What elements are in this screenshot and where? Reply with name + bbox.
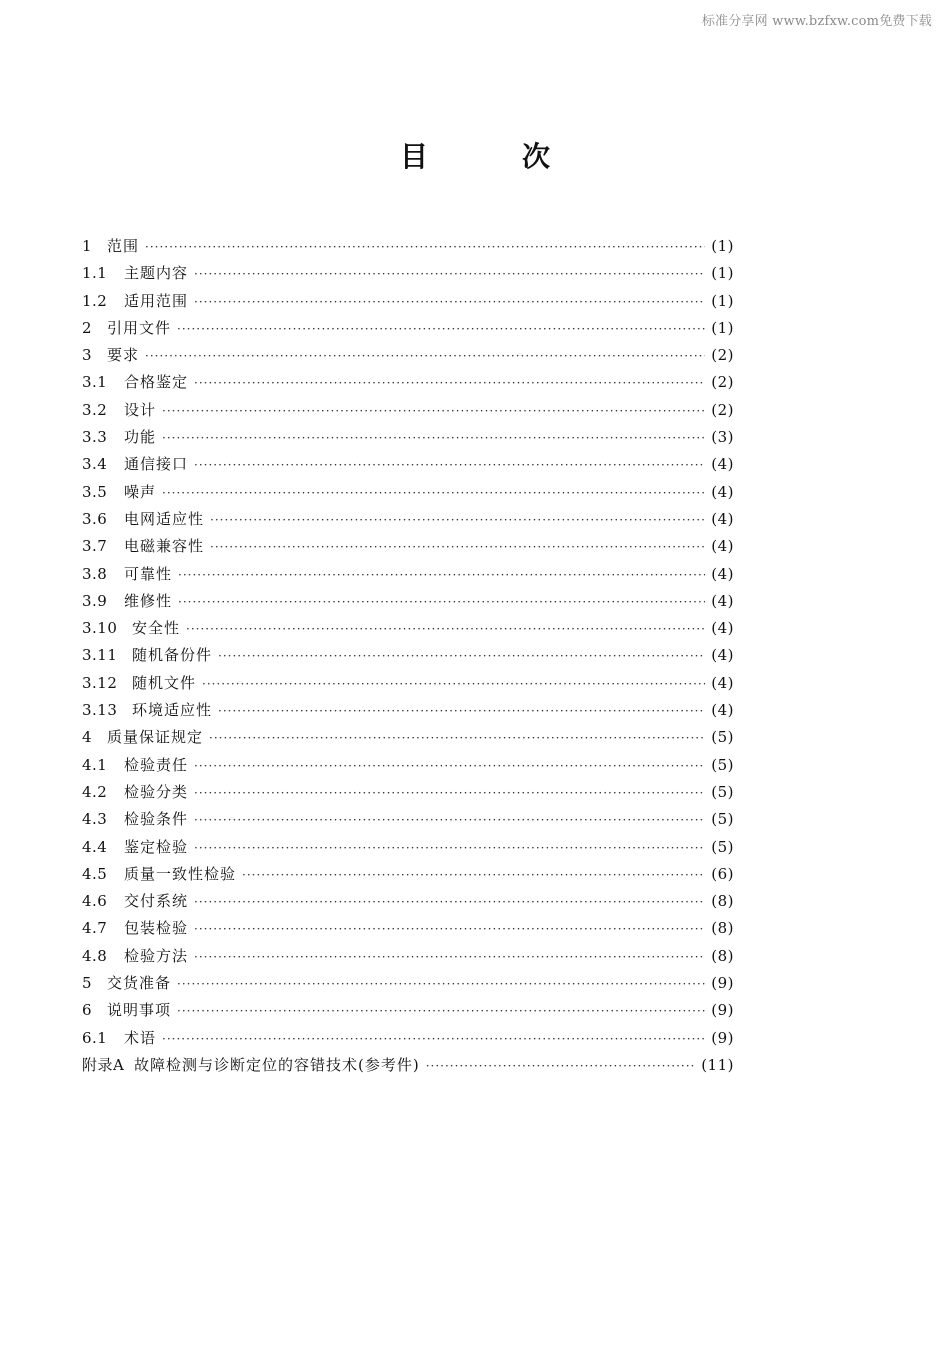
toc-entry-label: 随机文件 bbox=[132, 673, 197, 692]
toc-entry bbox=[82, 670, 734, 697]
toc-dot-leader bbox=[194, 889, 705, 916]
toc-entry bbox=[82, 861, 734, 888]
toc-entry-label: 检验方法 bbox=[124, 946, 189, 965]
toc-entry-number: 3.11 bbox=[82, 646, 118, 665]
toc-entry bbox=[82, 451, 734, 478]
toc-entry-label: 质量一致性检验 bbox=[124, 864, 237, 883]
toc-entry-page: (6) bbox=[711, 864, 734, 883]
toc-entry-label: 噪声 bbox=[124, 482, 157, 501]
toc-entry-number: 4.7 bbox=[82, 919, 108, 938]
toc-entry-page: (4) bbox=[711, 673, 734, 692]
toc-entry-number: 3.2 bbox=[82, 400, 108, 419]
toc-entry-page: (4) bbox=[711, 455, 734, 474]
toc-entry-page: (4) bbox=[711, 564, 734, 583]
toc-dot-leader bbox=[177, 971, 705, 998]
toc-entry-label: 故障检测与诊断定位的容错技术(参考件) bbox=[134, 1055, 420, 1074]
toc-entry-label: 电磁兼容性 bbox=[124, 537, 205, 556]
toc-dot-leader bbox=[426, 1053, 695, 1080]
toc-entry-number: 3.7 bbox=[82, 537, 108, 556]
toc-entry-label: 鉴定检验 bbox=[124, 837, 189, 856]
toc-entry-page: (4) bbox=[711, 591, 734, 610]
toc-entry bbox=[82, 561, 734, 588]
toc-entry-page: (11) bbox=[701, 1055, 734, 1074]
toc-entry-page: (9) bbox=[711, 974, 734, 993]
toc-entry-label: 适用范围 bbox=[124, 291, 189, 310]
page-title: 目次 bbox=[399, 140, 644, 173]
toc-dot-leader bbox=[178, 562, 705, 589]
toc-entry-label: 包装检验 bbox=[124, 919, 189, 938]
toc-entry bbox=[82, 615, 734, 642]
toc-dot-leader bbox=[210, 534, 705, 561]
toc-entry-page: (8) bbox=[711, 946, 734, 965]
toc-dot-leader bbox=[194, 944, 705, 971]
toc-entry-number: 2 bbox=[82, 318, 93, 337]
toc-entry bbox=[82, 970, 734, 997]
toc-entry bbox=[82, 342, 734, 369]
toc-entry-number: 3.5 bbox=[82, 482, 108, 501]
toc-entry-number: 1.2 bbox=[82, 291, 108, 310]
toc-entry-label: 交货准备 bbox=[107, 974, 172, 993]
toc-dot-leader bbox=[202, 671, 705, 698]
toc-entry-page: (4) bbox=[711, 619, 734, 638]
toc-dot-leader bbox=[162, 480, 705, 507]
toc-entry-page: (2) bbox=[711, 346, 734, 365]
toc-entry-number: 4.5 bbox=[82, 864, 108, 883]
toc-entry bbox=[82, 915, 734, 942]
toc-dot-leader bbox=[145, 343, 705, 370]
toc-entry-number: 4.2 bbox=[82, 782, 108, 801]
toc-entry bbox=[82, 315, 734, 342]
toc-dot-leader bbox=[194, 780, 705, 807]
toc-entry-label: 通信接口 bbox=[124, 455, 189, 474]
toc-entry-number: 4.8 bbox=[82, 946, 108, 965]
toc-entry-label: 功能 bbox=[124, 428, 157, 447]
toc-entry bbox=[82, 779, 734, 806]
toc-entry-page: (3) bbox=[711, 428, 734, 447]
watermark-text: 标准分享网 www.bzfxw.com免费下载 bbox=[701, 14, 932, 29]
toc-entry-number: 3.8 bbox=[82, 564, 108, 583]
toc-entry-page: (1) bbox=[711, 318, 734, 337]
toc-dot-leader bbox=[209, 725, 705, 752]
toc-entry-number: 3 bbox=[82, 346, 93, 365]
toc-entry bbox=[82, 1025, 734, 1052]
toc-entry bbox=[82, 724, 734, 751]
toc-entry-label: 检验分类 bbox=[124, 782, 189, 801]
toc-entry-page: (4) bbox=[711, 482, 734, 501]
toc-entry-label: 主题内容 bbox=[124, 264, 189, 283]
toc-entry-label: 检验责任 bbox=[124, 755, 189, 774]
toc-entry-page: (1) bbox=[711, 291, 734, 310]
toc-entry bbox=[82, 260, 734, 287]
toc-entry-number: 1 bbox=[82, 237, 93, 255]
toc-dot-leader bbox=[242, 862, 705, 889]
toc-entry-label: 检验条件 bbox=[124, 810, 189, 829]
toc-entry-page: (9) bbox=[711, 1028, 734, 1047]
toc-entry bbox=[82, 1052, 734, 1079]
toc-dot-leader bbox=[162, 1026, 705, 1053]
toc-entry-label: 维修性 bbox=[124, 591, 173, 610]
toc-entry-number: 4.6 bbox=[82, 892, 108, 911]
toc-entry-label: 术语 bbox=[124, 1028, 157, 1047]
toc-entry bbox=[82, 369, 734, 396]
toc-dot-leader bbox=[194, 807, 705, 834]
toc-entry bbox=[82, 533, 734, 560]
toc-entry-page: (4) bbox=[711, 646, 734, 665]
toc-entry bbox=[82, 642, 734, 669]
toc-entry-page: (5) bbox=[711, 810, 734, 829]
toc-entry-label: 随机备份件 bbox=[132, 646, 213, 665]
toc-entry-page: (9) bbox=[711, 1001, 734, 1020]
toc-entry-number: 3.6 bbox=[82, 509, 108, 528]
toc-entry bbox=[82, 752, 734, 779]
toc-dot-leader bbox=[177, 998, 705, 1025]
toc-entry-number: 3.10 bbox=[82, 619, 118, 638]
toc-entry bbox=[82, 479, 734, 506]
toc-dot-leader bbox=[194, 370, 705, 397]
toc-entry-number: 4 bbox=[82, 728, 93, 747]
toc-entry-number: 3.13 bbox=[82, 701, 118, 720]
toc-entry-number: 3.3 bbox=[82, 428, 108, 447]
toc-entry bbox=[82, 424, 734, 451]
toc-entry-page: (8) bbox=[711, 892, 734, 911]
toc-entry-number: 附录A bbox=[82, 1055, 125, 1074]
toc-entry-number: 4.4 bbox=[82, 837, 108, 856]
toc-entry-number: 3.12 bbox=[82, 673, 118, 692]
toc-entry-number: 3.1 bbox=[82, 373, 108, 392]
toc-entry-page: (1) bbox=[711, 264, 734, 283]
toc-entry-number: 3.9 bbox=[82, 591, 108, 610]
toc-entry bbox=[82, 506, 734, 533]
toc-entry-label: 电网适应性 bbox=[124, 509, 205, 528]
toc-entry-page: (4) bbox=[711, 701, 734, 720]
toc-entry-number: 6.1 bbox=[82, 1028, 108, 1047]
toc-entry-label: 可靠性 bbox=[124, 564, 173, 583]
toc-entry-label: 说明事项 bbox=[107, 1001, 172, 1020]
toc-entry bbox=[82, 888, 734, 915]
toc-dot-leader bbox=[194, 835, 705, 862]
toc-entry-label: 设计 bbox=[124, 400, 157, 419]
toc-entry-page: (4) bbox=[711, 509, 734, 528]
toc-dot-leader bbox=[162, 425, 705, 452]
toc-entry-label: 范围 bbox=[107, 237, 140, 255]
toc-entry-number: 3.4 bbox=[82, 455, 108, 474]
toc-dot-leader bbox=[210, 507, 705, 534]
toc-entry-label: 环境适应性 bbox=[132, 701, 213, 720]
toc-entry bbox=[82, 806, 734, 833]
toc-entry bbox=[82, 697, 734, 724]
toc-entry bbox=[82, 834, 734, 861]
toc-entry-page: (2) bbox=[711, 400, 734, 419]
toc-entry-label: 引用文件 bbox=[107, 318, 172, 337]
toc-entry-label: 交付系统 bbox=[124, 892, 189, 911]
toc-entry-number: 4.1 bbox=[82, 755, 108, 774]
toc-entry-label: 合格鉴定 bbox=[124, 373, 189, 392]
toc-entry-label: 要求 bbox=[107, 346, 140, 365]
toc-dot-leader bbox=[145, 234, 705, 261]
toc-entry-page: (4) bbox=[711, 537, 734, 556]
toc-dot-leader bbox=[178, 589, 705, 616]
toc-entry bbox=[82, 397, 734, 424]
toc-dot-leader bbox=[218, 643, 705, 670]
toc-dot-leader bbox=[194, 289, 705, 316]
toc-entry-label: 安全性 bbox=[132, 619, 181, 638]
table-of-contents bbox=[82, 233, 734, 1079]
toc-entry-page: (5) bbox=[711, 755, 734, 774]
toc-dot-leader bbox=[177, 316, 705, 343]
toc-entry bbox=[82, 588, 734, 615]
toc-entry-page: (2) bbox=[711, 373, 734, 392]
toc-dot-leader bbox=[194, 753, 705, 780]
toc-entry-number: 5 bbox=[82, 974, 93, 993]
toc-dot-leader bbox=[162, 398, 705, 425]
toc-entry bbox=[82, 288, 734, 315]
toc-entry bbox=[82, 943, 734, 970]
toc-entry-page: (5) bbox=[711, 782, 734, 801]
toc-entry-number: 4.3 bbox=[82, 810, 108, 829]
toc-entry-page: (8) bbox=[711, 919, 734, 938]
toc-dot-leader bbox=[186, 616, 705, 643]
toc-entry-page: (1) bbox=[711, 237, 734, 255]
toc-entry-page: (5) bbox=[711, 837, 734, 856]
toc-dot-leader bbox=[194, 916, 705, 943]
toc-entry-number: 1.1 bbox=[82, 264, 108, 283]
toc-dot-leader bbox=[218, 698, 705, 725]
toc-dot-leader bbox=[194, 452, 705, 479]
toc-entry-label: 质量保证规定 bbox=[107, 728, 204, 747]
toc-entry bbox=[82, 233, 734, 260]
toc-entry bbox=[82, 997, 734, 1024]
toc-entry-page: (5) bbox=[711, 728, 734, 747]
toc-dot-leader bbox=[194, 261, 705, 288]
toc-entry-number: 6 bbox=[82, 1001, 93, 1020]
